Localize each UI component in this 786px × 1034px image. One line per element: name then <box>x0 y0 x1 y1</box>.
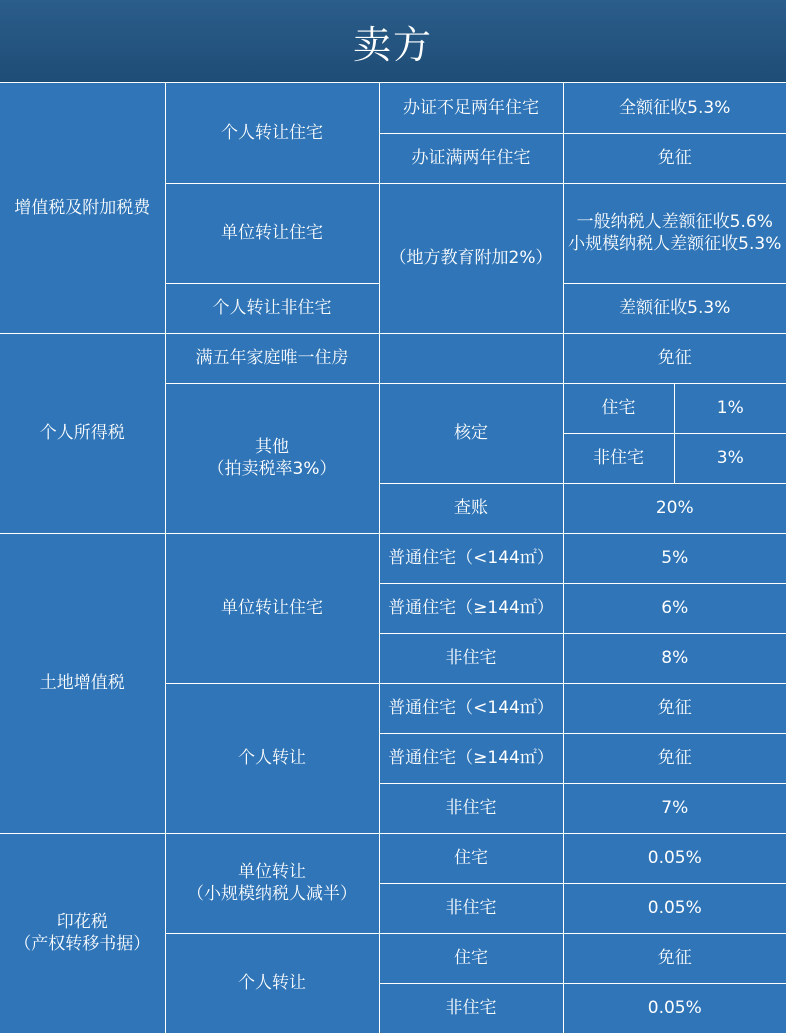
vat-over-two-years: 办证满两年住宅 <box>379 133 563 183</box>
land-personal-ordinary-large-rate: 免征 <box>563 733 786 783</box>
stamp-unit-residential-rate: 0.05% <box>563 833 786 883</box>
income-non-residential-rate: 3% <box>674 433 786 483</box>
income-non-residential: 非住宅 <box>563 433 674 483</box>
stamp-unit-non-residential-rate: 0.05% <box>563 883 786 933</box>
stamp-unit-non-residential: 非住宅 <box>379 883 563 933</box>
income-sole-home-rate: 免征 <box>563 333 786 383</box>
vat-local-surcharge: （地方教育附加2%） <box>379 183 563 333</box>
land-personal: 个人转让 <box>165 683 379 833</box>
land-non-residential-rate: 8% <box>563 633 786 683</box>
stamp-unit <box>165 833 379 933</box>
land-ordinary-small-rate: 5% <box>563 533 786 583</box>
land-personal-ordinary-large: 普通住宅（≥144㎡） <box>379 733 563 783</box>
land-unit-residential: 单位转让住宅 <box>165 533 379 683</box>
vat-over-two-years-rate: 免征 <box>563 133 786 183</box>
small-taxpayer-rate: 小规模纳税人差额征收5.3% <box>568 234 782 255</box>
vat-personal-non-residential: 个人转让非住宅 <box>165 283 379 333</box>
vat-under-two-years: 办证不足两年住宅 <box>379 83 563 133</box>
stamp-duty-label: 印花税 <box>56 912 108 933</box>
stamp-unit-note: （小规模纳税人减半） <box>187 884 357 905</box>
stamp-duty-note: （产权转移书据） <box>14 934 151 955</box>
vat-personal-residential: 个人转让住宅 <box>165 83 379 183</box>
income-audit: 查账 <box>379 483 563 533</box>
income-other-note: （拍卖税率3%） <box>207 459 337 480</box>
general-taxpayer-rate: 一般纳税人差额征收5.6% <box>576 212 773 233</box>
income-sole-home-empty <box>379 333 563 383</box>
income-residential-rate: 1% <box>674 383 786 433</box>
vat-unit-residential: 单位转让住宅 <box>165 183 379 283</box>
land-ordinary-large: 普通住宅（≥144㎡） <box>379 583 563 633</box>
table-row <box>0 533 786 583</box>
land-vat-category: 土地增值税 <box>0 533 165 833</box>
income-residential: 住宅 <box>563 383 674 433</box>
income-other <box>165 383 379 533</box>
income-assessed: 核定 <box>379 383 563 483</box>
land-ordinary-large-rate: 6% <box>563 583 786 633</box>
stamp-personal-residential: 住宅 <box>379 933 563 983</box>
vat-category: 增值税及附加税费 <box>0 83 165 333</box>
land-personal-ordinary-small: 普通住宅（<144㎡） <box>379 683 563 733</box>
land-personal-ordinary-small-rate: 免征 <box>563 683 786 733</box>
vat-under-two-years-rate: 全额征收5.3% <box>563 83 786 133</box>
stamp-unit-residential: 住宅 <box>379 833 563 883</box>
stamp-personal-non-residential-rate: 0.05% <box>563 983 786 1033</box>
stamp-personal-non-residential: 非住宅 <box>379 983 563 1033</box>
vat-unit-rates <box>563 183 786 283</box>
tax-table <box>0 83 786 1034</box>
income-other-label: 其他 <box>255 437 289 458</box>
income-sole-home: 满五年家庭唯一住房 <box>165 333 379 383</box>
income-tax-category: 个人所得税 <box>0 333 165 533</box>
land-personal-non-residential-rate: 7% <box>563 783 786 833</box>
land-ordinary-small: 普通住宅（<144㎡） <box>379 533 563 583</box>
stamp-unit-label: 单位转让 <box>238 862 306 883</box>
stamp-duty-category <box>0 833 165 1033</box>
table-row <box>0 83 786 133</box>
income-audit-rate: 20% <box>563 483 786 533</box>
stamp-personal: 个人转让 <box>165 933 379 1033</box>
table-row <box>0 333 786 383</box>
land-non-residential: 非住宅 <box>379 633 563 683</box>
page-title: 卖方 <box>0 0 786 82</box>
table-row <box>0 833 786 883</box>
stamp-personal-residential-rate: 免征 <box>563 933 786 983</box>
land-personal-non-residential: 非住宅 <box>379 783 563 833</box>
vat-personal-non-residential-rate: 差额征收5.3% <box>563 283 786 333</box>
